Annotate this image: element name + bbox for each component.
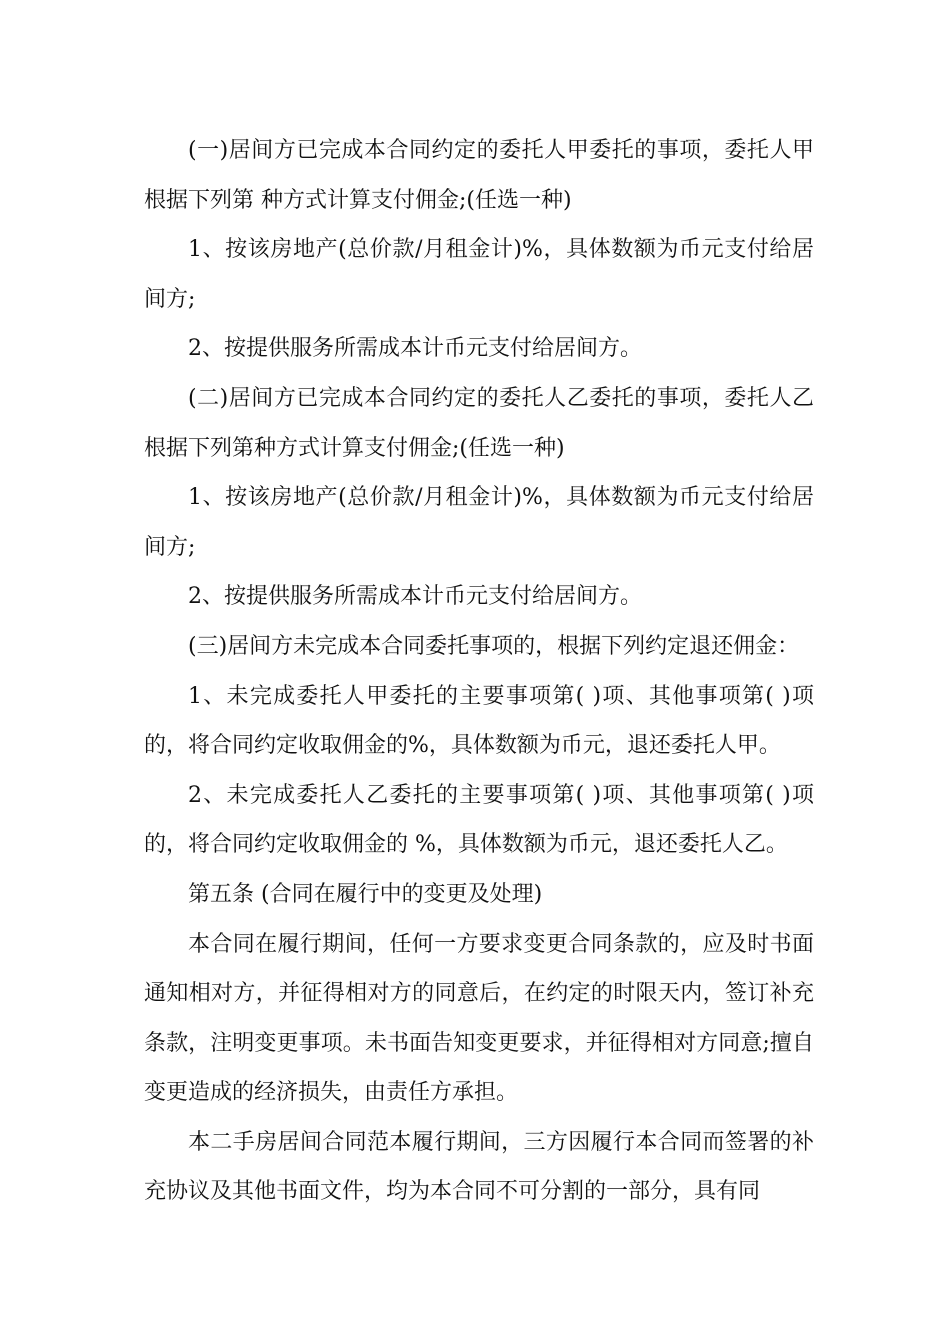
paragraph-commission-b-option-1: 1、按该房地产(总价款/月租金计)%，具体数额为币元支付给居间方; xyxy=(144,485,814,560)
paragraph-refund-a: 1、未完成委托人甲委托的主要事项第( )项、其他事项第( )项的，将合同约定收取佣金的%，具体数额为币元，退还委托人甲。 xyxy=(144,683,814,759)
paragraph-commission-b: (二)居间方已完成本合同约定的委托人乙委托的事项，委托人乙根据下列第种方式计算支付佣金;(任选一种) xyxy=(144,385,814,461)
paragraph-refund: (三)居间方未完成本合同委托事项的，根据下列约定退还佣金： xyxy=(188,633,800,659)
article-five-heading: 第五条 (合同在履行中的变更及处理) xyxy=(188,881,543,907)
paragraph-supplementary: 本二手房居间合同范本履行期间，三方因履行本合同而签署的补充协议及其他书面文件，均为本合同不可分割的一部分，具有同 xyxy=(144,1129,814,1205)
paragraph-commission-a: (一)居间方已完成本合同约定的委托人甲委托的事项，委托人甲根据下列第 种方式计算支付佣金;(任选一种) xyxy=(144,138,814,213)
document-body xyxy=(144,126,814,1217)
paragraph-refund-b: 2、未完成委托人乙委托的主要事项第( )项、其他事项第( )项的，将合同约定收取佣金的 %，具体数额为币元，退还委托人乙。 xyxy=(144,782,814,858)
paragraph-commission-a-option-2: 2、按提供服务所需成本计币元支付给居间方。 xyxy=(188,336,642,362)
paragraph-commission-a-option-1: 1、按该房地产(总价款/月租金计)%，具体数额为币元支付给居间方; xyxy=(144,237,814,312)
paragraph-commission-b-option-2: 2、按提供服务所需成本计币元支付给居间方。 xyxy=(188,584,642,610)
paragraph-contract-change: 本合同在履行期间，任何一方要求变更合同条款的，应及时书面通知相对方，并征得相对方的同意后，在约定的时限天内，签订补充条款，注明变更事项。未书面告知变更要求，并征得相对方同意;擅自变更造成的经济损失，由责任方承担。 xyxy=(144,931,814,1106)
